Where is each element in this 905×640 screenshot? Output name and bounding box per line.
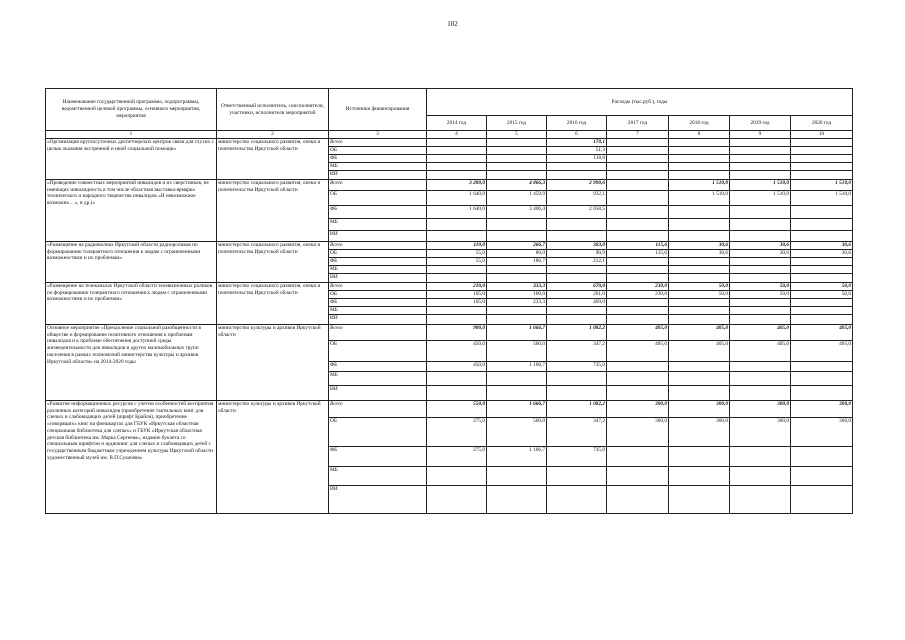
header-year: 2015 год [487, 116, 547, 131]
expense-value: 1 510,0 [791, 179, 853, 190]
expense-value: 201,0 [547, 290, 607, 298]
expense-value [487, 485, 547, 513]
expense-value: 300,0 [791, 417, 853, 446]
responsible-executor: министерство социального развития, опеки и попечительства Иркутской области [217, 282, 329, 324]
header-expenses: Расходы (тыс.руб.), годы [427, 89, 853, 116]
funding-source: ИИ [329, 485, 427, 513]
expense-value [730, 265, 791, 273]
expense-value [427, 371, 487, 385]
expense-value: 405,0 [791, 324, 853, 340]
funding-source: Всего [329, 138, 427, 146]
expense-value: 1 166,7 [487, 361, 547, 371]
expense-value: 333,3 [487, 282, 547, 290]
page-number: 102 [447, 20, 458, 28]
expense-value [607, 371, 669, 385]
expense-value: 50,0 [730, 282, 791, 290]
expense-value [547, 485, 607, 513]
expense-value [427, 170, 487, 179]
header-year: 2016 год [547, 116, 607, 131]
expense-value: 900,0 [427, 324, 487, 340]
expense-value [669, 154, 730, 162]
table-row [46, 138, 853, 146]
expense-value [730, 162, 791, 170]
column-number: 4 [427, 131, 487, 139]
expense-value [730, 371, 791, 385]
expense-value [547, 230, 607, 241]
expense-value [487, 138, 547, 146]
table-row [46, 324, 853, 340]
program-description: «Проведение совместных мероприятий инвалидов и их сверстников, не имеющих инвалидность в том числе областная выставка-ярмарка технического и народного творчества инвалидов «И невозможное возможно…», и др.)» [46, 179, 217, 241]
expense-value [427, 230, 487, 241]
expense-value [487, 371, 547, 385]
expense-value: 347,2 [547, 417, 607, 446]
funding-source: Всего [329, 179, 427, 190]
expense-value [427, 146, 487, 154]
program-description: «Размещение на телеканалах Иркутской области телевизионных роликов по формированию толерантного отношения к людям с ограниченными возможностями и их проблемам» [46, 282, 217, 324]
header-year: 2020 год [791, 116, 853, 131]
expense-value [669, 361, 730, 371]
expense-value: 50,0 [669, 290, 730, 298]
expense-value: 735,0 [547, 446, 607, 466]
expense-value [669, 170, 730, 179]
expense-value: 300,0 [607, 400, 669, 417]
expense-value [547, 385, 607, 400]
expense-value [487, 385, 547, 400]
expense-value: 30,6 [669, 249, 730, 257]
funding-source: ОБ [329, 190, 427, 205]
expense-value [730, 361, 791, 371]
expense-value [669, 205, 730, 218]
expense-value: 50,0 [791, 290, 853, 298]
expense-value [427, 154, 487, 162]
expense-value [669, 230, 730, 241]
table-row [46, 179, 853, 190]
expense-value: 1 510,0 [791, 190, 853, 205]
expense-value [669, 385, 730, 400]
funding-source: ИИ [329, 230, 427, 241]
expense-value: 300,0 [791, 400, 853, 417]
expense-value: 186,7 [487, 257, 547, 265]
expense-value: 405,0 [607, 340, 669, 361]
expense-value: 500,0 [487, 340, 547, 361]
expense-value: 1 640,0 [427, 205, 487, 218]
expense-value [607, 466, 669, 485]
expense-value: 3 280,0 [427, 179, 487, 190]
expense-value [730, 273, 791, 282]
expense-value: 30,6 [669, 241, 730, 249]
funding-source: ОБ [329, 290, 427, 298]
expense-value [487, 230, 547, 241]
expense-value [607, 218, 669, 230]
header-program: Наименование государственной программы, подпрограммы, ведомственной целевой программы, основного мероприятия, мероприятия [46, 89, 217, 131]
header-year: 2018 год [669, 116, 730, 131]
expense-value: 110,0 [427, 241, 487, 249]
funding-source: Всего [329, 282, 427, 290]
expense-value [487, 273, 547, 282]
funding-source: ИИ [329, 314, 427, 324]
expense-value [730, 314, 791, 324]
expense-value [730, 385, 791, 400]
expense-value [669, 485, 730, 513]
expense-value: 1 459,9 [487, 190, 547, 205]
funding-source: ОБ [329, 340, 427, 361]
expense-value: 3 406,4 [487, 205, 547, 218]
expense-value [607, 257, 669, 265]
expense-value [607, 446, 669, 466]
expense-value: 1 510,0 [669, 190, 730, 205]
program-description: «Размещение на радиоволнах Иркутской области радиороликов по формированию толерантного отношения к людям с ограниченными возможностями и их проблемам» [46, 241, 217, 282]
expense-value [547, 314, 607, 324]
expense-value [791, 446, 853, 466]
expense-value [791, 170, 853, 179]
expense-value [791, 485, 853, 513]
expense-value: 450,0 [427, 361, 487, 371]
column-number: 1 [46, 131, 217, 139]
expense-value [607, 265, 669, 273]
expense-value: 932,1 [547, 190, 607, 205]
expense-value [730, 170, 791, 179]
expense-value [547, 306, 607, 314]
expense-value: 210,0 [427, 282, 487, 290]
expense-value: 1 640,0 [427, 190, 487, 205]
expense-value [607, 361, 669, 371]
funding-source: МБ [329, 466, 427, 485]
expense-value [791, 146, 853, 154]
expense-value [730, 146, 791, 154]
expense-value [730, 446, 791, 466]
expense-value: 266,7 [487, 241, 547, 249]
expense-value [607, 298, 669, 306]
funding-source: ИИ [329, 273, 427, 282]
expense-value [547, 371, 607, 385]
expense-value [669, 371, 730, 385]
funding-source: МБ [329, 162, 427, 170]
expense-value [487, 146, 547, 154]
expense-value [427, 314, 487, 324]
expense-value [427, 162, 487, 170]
expense-value [669, 298, 730, 306]
expense-value: 300,0 [669, 400, 730, 417]
expense-value: 80,0 [487, 249, 547, 257]
expense-value [669, 162, 730, 170]
funding-source: МБ [329, 371, 427, 385]
header-year: 2014 год [427, 116, 487, 131]
expense-value: 118,8 [547, 154, 607, 162]
expense-value: 405,0 [607, 324, 669, 340]
funding-source: ФБ [329, 446, 427, 466]
expense-value: 500,0 [487, 417, 547, 446]
expense-value [791, 205, 853, 218]
expense-value [730, 218, 791, 230]
expense-value [427, 265, 487, 273]
expense-value: 1 082,2 [547, 400, 607, 417]
expense-value [607, 179, 669, 190]
expense-value [487, 154, 547, 162]
expense-value [669, 466, 730, 485]
funding-source: Всего [329, 241, 427, 249]
expense-value: 1 082,2 [547, 324, 607, 340]
expense-value: 50,0 [730, 290, 791, 298]
header-responsible: Ответственный исполнитель, соисполнители, участники, исполнители мероприятий [217, 89, 329, 131]
funding-source: ФБ [329, 154, 427, 162]
expense-value: 1 666,7 [487, 400, 547, 417]
expense-value: 347,2 [547, 340, 607, 361]
expense-value [607, 485, 669, 513]
funding-source: МБ [329, 218, 427, 230]
funding-source: МБ [329, 306, 427, 314]
responsible-executor: министерство социального развития, опеки и попечительства Иркутской области [217, 138, 329, 179]
expense-value: 1 510,0 [669, 179, 730, 190]
expense-value: 30,6 [791, 249, 853, 257]
expense-value [427, 273, 487, 282]
column-number: 3 [329, 131, 427, 139]
program-description: «Развитие информационных ресурсов с учетом особенностей восприятия различных категорий инвалидов (приобретение тактильных книг для слепых и слабовидящих детей (шрифт Брайля), приобретение «говорящих» книг на флешкартах для ГБУК «Иркутская областная специальная библиотека для слепых» и ГБУК «Иркутская областная детская библиотека им. Марка Сергеева», издание буклета со специальным шрифтом и аудиокниг для слепых и слабовидящих детей с государственным бюджетным учреждением культуры Иркутской области художественный музей им. В.П.Сукачева» [46, 400, 217, 513]
expense-value [547, 265, 607, 273]
expense-value: 303,0 [547, 241, 607, 249]
expense-value: 405,0 [730, 324, 791, 340]
expense-value [607, 154, 669, 162]
header-year: 2019 год [730, 116, 791, 131]
expense-value [669, 218, 730, 230]
expense-value [669, 265, 730, 273]
expense-value: 405,0 [791, 340, 853, 361]
expense-value [730, 298, 791, 306]
funding-source: ОБ [329, 417, 427, 446]
expense-value [427, 466, 487, 485]
expense-value: 1 510,0 [730, 179, 791, 190]
expense-value [791, 230, 853, 241]
expense-value [487, 265, 547, 273]
expense-value: 30,6 [791, 241, 853, 249]
expense-value: 230,0 [607, 290, 669, 298]
expense-value: 170,1 [547, 138, 607, 146]
funding-source: ФБ [329, 361, 427, 371]
funding-source: ОБ [329, 146, 427, 154]
expense-value [427, 218, 487, 230]
expense-value: 100,0 [487, 290, 547, 298]
responsible-executor: министерство социального развития, опеки и попечительства Иркутской области [217, 179, 329, 241]
funding-source: ОБ [329, 249, 427, 257]
expense-value [669, 314, 730, 324]
expense-value [791, 154, 853, 162]
expense-value [547, 170, 607, 179]
expense-value [607, 190, 669, 205]
funding-source: ФБ [329, 205, 427, 218]
expense-value: 4 866,3 [487, 179, 547, 190]
column-number: 8 [669, 131, 730, 139]
expense-value [427, 485, 487, 513]
expense-value [730, 485, 791, 513]
expense-value [669, 138, 730, 146]
expense-value [669, 273, 730, 282]
expense-value: 51,3 [547, 146, 607, 154]
expense-value [427, 306, 487, 314]
expense-value [607, 314, 669, 324]
expense-value [607, 306, 669, 314]
expense-value [547, 162, 607, 170]
expense-value: 30,6 [730, 249, 791, 257]
expense-value [487, 162, 547, 170]
expense-value [547, 273, 607, 282]
program-description: Основное мероприятие «Преодоление социальной разобщенности в обществе и формирование позитивного отношения к проблемам инвалидов и к проблеме обеспечения доступной среды жизнедеятельности для инвалидов и других маломобильных групп населения в рамках полномочий министерства культуры и архивов Иркутской области» на 2014-2020 годы [46, 324, 217, 400]
table-row [46, 241, 853, 249]
funding-source: МБ [329, 265, 427, 273]
expense-value [791, 257, 853, 265]
expense-value [669, 257, 730, 265]
expense-value [791, 314, 853, 324]
expense-value [791, 466, 853, 485]
expense-value [607, 138, 669, 146]
header-year: 2017 год [607, 116, 669, 131]
expense-value [730, 306, 791, 314]
expense-value: 1 666,7 [487, 324, 547, 340]
column-number: 2 [217, 131, 329, 139]
responsible-executor: министерство культуры и архивов Иркутской области [217, 400, 329, 513]
expense-value: 300,0 [607, 417, 669, 446]
expense-value [607, 230, 669, 241]
expense-value: 550,0 [427, 400, 487, 417]
expense-value: 275,0 [427, 417, 487, 446]
expense-value [607, 385, 669, 400]
expense-value: 230,0 [607, 282, 669, 290]
column-number: 10 [791, 131, 853, 139]
expense-value [791, 298, 853, 306]
expense-value [607, 205, 669, 218]
expense-value: 50,0 [669, 282, 730, 290]
expense-value [730, 257, 791, 265]
expense-value [547, 466, 607, 485]
expense-value [607, 273, 669, 282]
expense-value [791, 306, 853, 314]
expense-value [607, 146, 669, 154]
expense-value: 1 510,0 [730, 190, 791, 205]
expense-value: 300,0 [730, 400, 791, 417]
expense-value [547, 218, 607, 230]
expense-value [487, 306, 547, 314]
expense-value: 275,0 [427, 446, 487, 466]
expense-value: 450,0 [427, 340, 487, 361]
expense-value: 55,0 [427, 249, 487, 257]
table-row [46, 400, 853, 417]
expense-value: 212,1 [547, 257, 607, 265]
expense-value: 90,9 [547, 249, 607, 257]
expense-value [669, 146, 730, 154]
expense-value: 2 990,6 [547, 179, 607, 190]
expense-value: 405,0 [669, 324, 730, 340]
expense-value: 50,0 [791, 282, 853, 290]
budget-table [45, 88, 853, 514]
expense-value: 105,0 [427, 290, 487, 298]
expense-value: 233,3 [487, 298, 547, 306]
column-number: 6 [547, 131, 607, 139]
expense-value [791, 361, 853, 371]
funding-source: ФБ [329, 257, 427, 265]
expense-value: 300,0 [730, 417, 791, 446]
responsible-executor: министерство культуры и архивов Иркутской области [217, 324, 329, 400]
expense-value: 1 166,7 [487, 446, 547, 466]
expense-value [791, 371, 853, 385]
expense-value [487, 170, 547, 179]
expense-value: 670,0 [547, 282, 607, 290]
expense-value [487, 218, 547, 230]
expense-value [730, 205, 791, 218]
expense-value [487, 466, 547, 485]
expense-value [487, 314, 547, 324]
expense-value [791, 218, 853, 230]
expense-value: 115,6 [607, 241, 669, 249]
expense-value [427, 138, 487, 146]
expense-value: 105,0 [427, 298, 487, 306]
responsible-executor: министерство социального развития, опеки и попечительства Иркутской области [217, 241, 329, 282]
expense-value [427, 385, 487, 400]
funding-source: Всего [329, 400, 427, 417]
expense-value [730, 466, 791, 485]
expense-value: 405,0 [730, 340, 791, 361]
expense-value: 55,0 [427, 257, 487, 265]
column-number: 7 [607, 131, 669, 139]
expense-value [791, 385, 853, 400]
expense-value [791, 162, 853, 170]
expense-value: 115,6 [607, 249, 669, 257]
expense-value [669, 306, 730, 314]
header-source: Источники финансирования [329, 89, 427, 131]
expense-value [607, 170, 669, 179]
expense-value [730, 138, 791, 146]
funding-source: Всего [329, 324, 427, 340]
expense-value: 30,6 [730, 241, 791, 249]
program-description: «Организация круглосуточных диспетчерских центров связи для глухих с целью оказания экстренной и иной социальной помощи» [46, 138, 217, 179]
expense-value [791, 265, 853, 273]
expense-value [607, 162, 669, 170]
expense-value [730, 154, 791, 162]
expense-value: 405,0 [669, 340, 730, 361]
funding-source: ФБ [329, 298, 427, 306]
table-row [46, 282, 853, 290]
expense-value: 300,0 [669, 417, 730, 446]
expense-value: 735,0 [547, 361, 607, 371]
expense-value: 469,0 [547, 298, 607, 306]
column-number: 5 [487, 131, 547, 139]
funding-source: ИИ [329, 385, 427, 400]
expense-value [791, 138, 853, 146]
expense-value [791, 273, 853, 282]
funding-source: ИИ [329, 170, 427, 179]
expense-value: 2 058,5 [547, 205, 607, 218]
column-number: 9 [730, 131, 791, 139]
expense-value [730, 230, 791, 241]
expense-value [669, 446, 730, 466]
